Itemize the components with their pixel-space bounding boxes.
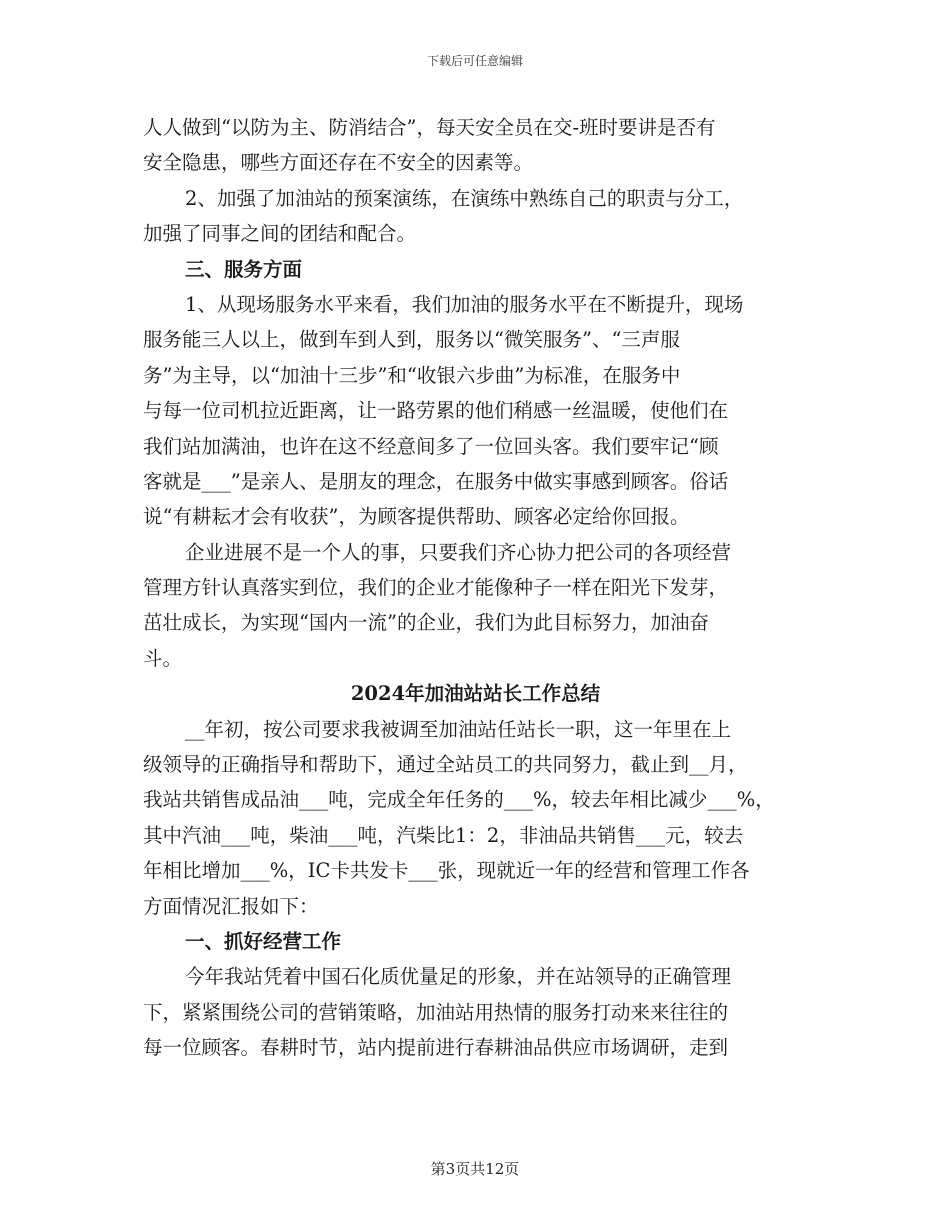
text-line: 年相比增加___%，IC卡共发卡___张，现就近一年的经营和管理工作各 xyxy=(143,859,750,883)
text-line: 与每一位司机拉近距离，让一路劳累的他们稍感一丝温暖，使他们在 xyxy=(143,399,729,423)
text-line: 管理方针认真落实到位，我们的企业才能像种子一样在阳光下发芽， xyxy=(143,576,729,600)
paragraph-start: 2、加强了加油站的预案演练，在演练中熟练自己的职责与分工， xyxy=(185,186,744,210)
text-line: 务”为主导，以“加油十三步”和“收银六步曲”为标准，在服务中 xyxy=(143,363,681,387)
text-line: 我们站加满油，也许在这不经意间多了一位回头客。我们要牢记“顾 xyxy=(143,434,719,458)
section-heading: 一、抓好经营工作 xyxy=(185,929,342,953)
section-heading: 三、服务方面 xyxy=(185,257,303,281)
paragraph-start: __年初，按公司要求我被调至加油站任站长一职，这一年里在上 xyxy=(185,717,732,741)
page-header: 下载后可任意编辑 xyxy=(426,54,523,68)
paragraph-start: 今年我站凭着中国石化质优量足的形象，并在站领导的正确管理 xyxy=(185,965,732,989)
paragraph-start: 1、从现场服务水平来看，我们加油的服务水平在不断提升，现场 xyxy=(185,292,744,316)
text-line: 说“有耕耘才会有收获”，为顾客提供帮助、顾客必定给你回报。 xyxy=(143,505,690,529)
text-line: 下，紧紧围绕公司的营销策略，加油站用热情的服务打动来来往往的 xyxy=(143,1000,729,1024)
document-body xyxy=(143,110,808,1066)
paragraph-start: 企业进展不是一个人的事，只要我们齐心协力把公司的各项经营 xyxy=(185,540,732,564)
text-line: 安全隐患，哪些方面还存在不安全的因素等。 xyxy=(143,151,534,175)
text-line: 服务能三人以上，做到车到人到，服务以“微笑服务”、“三声服 xyxy=(143,328,680,352)
text-line: 茁壮成长，为实现“国内一流”的企业，我们为此目标努力，加油奋 xyxy=(143,611,709,635)
text-line: 每一位顾客。春耕时节，站内提前进行春耕油品供应市场调研，走到 xyxy=(143,1036,729,1060)
text-line: 人人做到“以防为主、防消结合”，每天安全员在交-班时要讲是否有 xyxy=(143,116,716,139)
text-line: 其中汽油___吨，柴油___吨，汽柴比1：2，非油品共销售___元，较去 xyxy=(143,823,744,847)
document-title: 2024年加油站站长工作总结 xyxy=(350,682,601,706)
text-line: 级领导的正确指导和帮助下，通过全站员工的共同努力，截止到__月， xyxy=(143,753,748,777)
text-line: 斗。 xyxy=(143,646,183,670)
text-line: 方面情况汇报如下： xyxy=(143,894,319,918)
text-line: 加强了同事之间的团结和配合。 xyxy=(143,222,417,246)
text-line: 客就是___”是亲人、是朋友的理念，在服务中做实事感到顾客。俗话 xyxy=(143,469,729,493)
page-footer: 第3页共12页 xyxy=(430,1160,520,1178)
text-line: 我站共销售成品油___吨，完成全年任务的___%，较去年相比减少___%， xyxy=(143,788,775,812)
